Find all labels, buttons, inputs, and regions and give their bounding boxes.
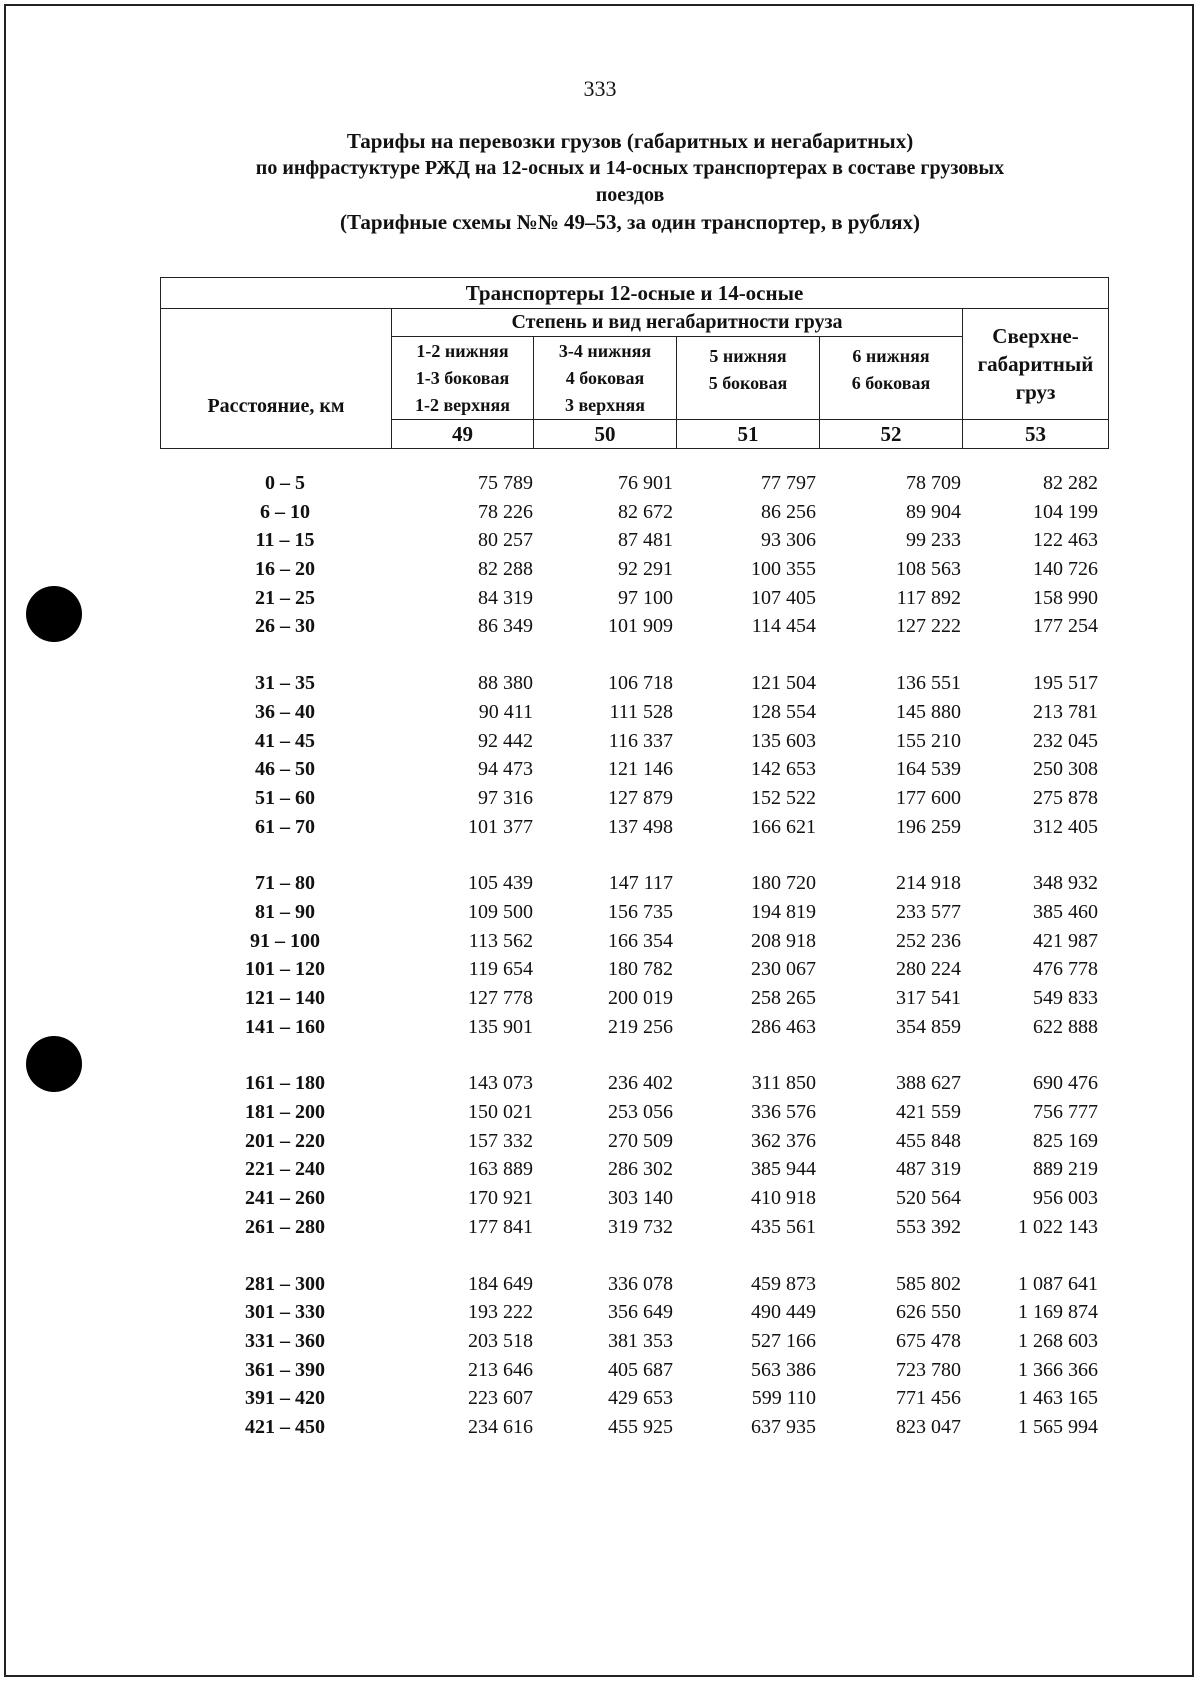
tariff-52-cell: 145 880: [896, 700, 961, 723]
tariff-49-cell: 105 439: [468, 872, 533, 895]
tariff-50-cell: 219 256: [608, 1015, 673, 1038]
tariff-53-cell: 549 833: [1033, 987, 1098, 1009]
distance-cell: 181 – 200: [245, 1101, 325, 1124]
header-line: 1-2 нижняя: [416, 340, 509, 361]
tariff-49-cell: 88 380: [478, 672, 533, 695]
tariff-53-cell: 312 405: [1033, 815, 1098, 838]
table-row: [0, 1158, 1200, 1187]
distance-cell: 51 – 60: [255, 786, 315, 809]
distance-cell: 31 – 35: [255, 672, 315, 695]
scheme-number: 49: [392, 420, 534, 449]
tariff-51-cell: 527 166: [751, 1329, 816, 1352]
row-group: [0, 1273, 1200, 1445]
tariff-53-cell: 140 726: [1033, 558, 1098, 581]
tariff-49-cell: 101 377: [468, 815, 533, 838]
tariff-49-cell: 170 921: [468, 1187, 533, 1210]
tariff-52-cell: 421 559: [896, 1101, 961, 1124]
header-line: габаритный: [977, 352, 1094, 376]
tariff-52-cell: 99 233: [906, 529, 961, 552]
tariff-53-cell: 250 308: [1033, 758, 1098, 781]
scheme-number: 53: [963, 420, 1109, 449]
tariff-52-cell: 553 392: [896, 1215, 961, 1238]
tariff-53-cell: 177 254: [1033, 615, 1098, 638]
tariff-53-cell: 1 366 366: [1018, 1358, 1098, 1381]
tariff-49-cell: 86 349: [478, 615, 533, 638]
tariff-51-cell: 93 306: [761, 529, 816, 552]
header-oversize-degree: Степень и вид негабаритности груза: [392, 309, 963, 337]
tariff-53-cell: 1 565 994: [1018, 1415, 1098, 1438]
tariff-53-cell: 122 463: [1033, 529, 1098, 552]
tariff-52-cell: 280 224: [896, 958, 961, 981]
table-row: [0, 615, 1200, 644]
table-row: [0, 930, 1200, 959]
header-line: 5 боковая: [708, 373, 788, 393]
table-row: [0, 730, 1200, 759]
row-group: [0, 872, 1200, 1044]
tariff-53-cell: 232 045: [1033, 729, 1098, 752]
tariff-49-cell: 97 316: [478, 786, 533, 809]
distance-cell: 6 – 10: [260, 500, 310, 523]
table-row: [0, 958, 1200, 987]
tariff-50-cell: 87 481: [618, 529, 673, 552]
row-group: [0, 672, 1200, 844]
distance-cell: 81 – 90: [255, 900, 315, 923]
table-row: [0, 1187, 1200, 1216]
tariff-50-cell: 116 337: [608, 729, 673, 752]
tariff-51-cell: 385 944: [751, 1158, 816, 1181]
header-col-49: [392, 337, 534, 420]
tariff-53-cell: 275 878: [1033, 786, 1098, 809]
tariff-52-cell: 626 550: [896, 1301, 961, 1324]
tariff-51-cell: 152 522: [751, 786, 816, 809]
distance-cell: 391 – 420: [245, 1387, 325, 1410]
tariff-51-cell: 107 405: [751, 586, 816, 609]
tariff-52-cell: 487 319: [896, 1158, 961, 1181]
tariff-50-cell: 253 056: [608, 1101, 673, 1124]
tariff-51-cell: 194 819: [751, 900, 816, 923]
tariff-51-cell: 459 873: [751, 1272, 816, 1295]
tariff-49-cell: 82 288: [478, 558, 533, 581]
header-line: 1-3 боковая: [415, 367, 510, 388]
tariff-49-cell: 94 473: [478, 758, 533, 781]
table-row: [0, 1072, 1200, 1101]
tariff-49-cell: 90 411: [478, 700, 533, 723]
table-row: [0, 501, 1200, 530]
tariff-49-cell: 177 841: [468, 1215, 533, 1238]
tariff-51-cell: 563 386: [751, 1358, 816, 1381]
distance-cell: 0 – 5: [265, 472, 305, 494]
tariff-50-cell: 405 687: [608, 1358, 673, 1381]
tariff-52-cell: 585 802: [896, 1272, 961, 1295]
tariff-51-cell: 180 720: [751, 872, 816, 895]
tariff-53-cell: 1 268 603: [1018, 1329, 1098, 1352]
table-row: [0, 816, 1200, 845]
header-line: груз: [1015, 380, 1056, 404]
tariff-51-cell: 410 918: [751, 1187, 816, 1210]
tariff-50-cell: 82 672: [618, 500, 673, 523]
header-col-51: [677, 337, 820, 420]
tariff-52-cell: 520 564: [896, 1187, 961, 1210]
tariff-49-cell: 84 319: [478, 586, 533, 609]
table-row: [0, 1130, 1200, 1159]
tariff-53-cell: 690 476: [1033, 1072, 1098, 1095]
document-title: [150, 128, 1110, 236]
tariff-53-cell: 1 022 143: [1018, 1215, 1098, 1238]
tariff-50-cell: 106 718: [608, 672, 673, 695]
distance-cell: 101 – 120: [245, 958, 325, 981]
table-row: [0, 758, 1200, 787]
tariff-49-cell: 150 021: [468, 1101, 533, 1124]
table-row: [0, 1301, 1200, 1330]
tariff-51-cell: 286 463: [751, 1015, 816, 1038]
table-row: [0, 672, 1200, 701]
distance-cell: 331 – 360: [245, 1329, 325, 1352]
table-row: [0, 787, 1200, 816]
tariff-50-cell: 97 100: [618, 586, 673, 609]
tariff-53-cell: 622 888: [1033, 1015, 1098, 1038]
distance-cell: 201 – 220: [245, 1129, 325, 1152]
tariff-50-cell: 121 146: [608, 758, 673, 781]
tariff-51-cell: 208 918: [751, 929, 816, 952]
distance-cell: 361 – 390: [245, 1358, 325, 1381]
tariff-53-cell: 385 460: [1033, 900, 1098, 923]
table-row: [0, 1016, 1200, 1045]
tariff-52-cell: 89 904: [906, 500, 961, 523]
tariff-51-cell: 311 850: [751, 1072, 816, 1095]
tariff-51-cell: 86 256: [761, 500, 816, 523]
table-row: [0, 901, 1200, 930]
tariff-51-cell: 336 576: [751, 1101, 816, 1124]
tariff-51-cell: 362 376: [751, 1129, 816, 1152]
table-row: [0, 587, 1200, 616]
tariff-52-cell: 354 859: [896, 1015, 961, 1038]
tariff-49-cell: 80 257: [478, 529, 533, 552]
tariff-50-cell: 236 402: [608, 1072, 673, 1095]
title-line: поездов: [595, 184, 665, 206]
table-header: [160, 277, 1109, 449]
tariff-49-cell: 78 226: [478, 500, 533, 523]
header-line: Сверхне-: [992, 324, 1079, 348]
distance-cell: 241 – 260: [245, 1187, 325, 1210]
distance-cell: 301 – 330: [245, 1301, 325, 1324]
table-row: [0, 472, 1200, 501]
tariff-49-cell: 203 518: [468, 1329, 533, 1352]
tariff-49-cell: 184 649: [468, 1272, 533, 1295]
tariff-52-cell: 823 047: [896, 1415, 961, 1438]
tariff-49-cell: 135 901: [468, 1015, 533, 1038]
tariff-49-cell: 75 789: [478, 472, 533, 494]
table-row: [0, 529, 1200, 558]
distance-cell: 281 – 300: [245, 1272, 325, 1295]
tariff-50-cell: 336 078: [608, 1272, 673, 1295]
scheme-number: 51: [677, 420, 820, 449]
tariff-50-cell: 127 879: [608, 786, 673, 809]
header-line: 6 боковая: [851, 373, 931, 393]
header-distance: Расстояние, км: [161, 309, 392, 449]
tariff-52-cell: 164 539: [896, 758, 961, 781]
tariff-50-cell: 200 019: [608, 987, 673, 1009]
tariff-53-cell: 825 169: [1033, 1129, 1098, 1152]
distance-cell: 11 – 15: [255, 529, 315, 552]
header-line: 4 боковая: [565, 367, 645, 388]
tariff-52-cell: 117 892: [896, 586, 961, 609]
tariff-53-cell: 195 517: [1033, 672, 1098, 695]
header-line: 5 нижняя: [709, 346, 787, 366]
tariff-51-cell: 637 935: [751, 1415, 816, 1438]
tariff-53-cell: 756 777: [1033, 1101, 1098, 1124]
distance-cell: 121 – 140: [245, 987, 325, 1009]
tariff-50-cell: 356 649: [608, 1301, 673, 1324]
row-group: [0, 472, 1200, 644]
tariff-49-cell: 109 500: [468, 900, 533, 923]
tariff-53-cell: 104 199: [1033, 500, 1098, 523]
tariff-50-cell: 455 925: [608, 1415, 673, 1438]
tariff-51-cell: 490 449: [751, 1301, 816, 1324]
tariff-53-cell: 1 463 165: [1018, 1387, 1098, 1410]
table-row: [0, 872, 1200, 901]
tariff-52-cell: 78 709: [906, 472, 961, 494]
distance-cell: 221 – 240: [245, 1158, 325, 1181]
distance-cell: 71 – 80: [255, 872, 315, 895]
tariff-51-cell: 114 454: [751, 615, 816, 638]
tariff-53-cell: 1 087 641: [1018, 1272, 1098, 1295]
header-col-53: [963, 309, 1109, 420]
tariff-53-cell: 158 990: [1033, 586, 1098, 609]
tariff-50-cell: 92 291: [618, 558, 673, 581]
header-line: 6 нижняя: [852, 346, 930, 366]
distance-cell: 161 – 180: [245, 1072, 325, 1095]
tariff-50-cell: 147 117: [608, 872, 673, 895]
tariff-50-cell: 166 354: [608, 929, 673, 952]
tariff-50-cell: 429 653: [608, 1387, 673, 1410]
tariff-51-cell: 599 110: [751, 1387, 816, 1410]
tariff-52-cell: 317 541: [896, 987, 961, 1009]
tariff-51-cell: 100 355: [751, 558, 816, 581]
distance-cell: 26 – 30: [255, 615, 315, 638]
tariff-52-cell: 455 848: [896, 1129, 961, 1152]
tariff-52-cell: 127 222: [896, 615, 961, 638]
header-col-52: [820, 337, 963, 420]
scheme-number: 52: [820, 420, 963, 449]
tariff-52-cell: 771 456: [896, 1387, 961, 1410]
scheme-number: 50: [534, 420, 677, 449]
tariff-51-cell: 435 561: [751, 1215, 816, 1238]
table-row: [0, 1359, 1200, 1388]
tariff-52-cell: 388 627: [896, 1072, 961, 1095]
tariff-49-cell: 113 562: [468, 929, 533, 952]
tariff-50-cell: 137 498: [608, 815, 673, 838]
tariff-49-cell: 163 889: [468, 1158, 533, 1181]
distance-cell: 21 – 25: [255, 586, 315, 609]
table-row: [0, 558, 1200, 587]
distance-cell: 16 – 20: [255, 558, 315, 581]
tariff-53-cell: 956 003: [1033, 1187, 1098, 1210]
tariff-52-cell: 136 551: [896, 672, 961, 695]
table-row: [0, 1387, 1200, 1416]
tariff-53-cell: 889 219: [1033, 1158, 1098, 1181]
header-line: 1-2 верхняя: [414, 394, 511, 415]
tariff-50-cell: 180 782: [608, 958, 673, 981]
tariff-50-cell: 76 901: [618, 472, 673, 494]
title-line: (Тарифные схемы №№ 49–53, за один транспортер, в рублях): [339, 210, 921, 234]
tariff-52-cell: 723 780: [896, 1358, 961, 1381]
tariff-50-cell: 101 909: [608, 615, 673, 638]
tariff-52-cell: 233 577: [896, 900, 961, 923]
tariff-49-cell: 143 073: [468, 1072, 533, 1095]
table-row: [0, 1216, 1200, 1245]
title-line: по инфрастуктуре РЖД на 12-осных и 14-осных транспортерах в составе грузовых: [255, 157, 1005, 179]
title-line: Тарифы на перевозки грузов (габаритных и негабаритных): [346, 129, 914, 153]
header-col-50: [534, 337, 677, 420]
tariff-50-cell: 319 732: [608, 1215, 673, 1238]
tariff-49-cell: 92 442: [478, 729, 533, 752]
tariff-50-cell: 286 302: [608, 1158, 673, 1181]
tariff-49-cell: 119 654: [468, 958, 533, 981]
tariff-53-cell: 348 932: [1033, 872, 1098, 895]
tariff-table-body: [0, 472, 1200, 1473]
tariff-50-cell: 303 140: [608, 1187, 673, 1210]
row-group: [0, 1072, 1200, 1244]
table-row: [0, 1101, 1200, 1130]
tariff-52-cell: 214 918: [896, 872, 961, 895]
distance-cell: 46 – 50: [255, 758, 315, 781]
table-row: [0, 1273, 1200, 1302]
tariff-49-cell: 127 778: [468, 987, 533, 1009]
table-row: [0, 1330, 1200, 1359]
tariff-53-cell: 421 987: [1033, 929, 1098, 952]
distance-cell: 261 – 280: [245, 1215, 325, 1238]
distance-cell: 41 – 45: [255, 729, 315, 752]
header-transporters: Транспортеры 12-осные и 14-осные: [161, 278, 1109, 309]
tariff-52-cell: 108 563: [896, 558, 961, 581]
tariff-51-cell: 77 797: [761, 472, 816, 494]
tariff-49-cell: 193 222: [468, 1301, 533, 1324]
distance-cell: 141 – 160: [245, 1015, 325, 1038]
page-number: 333: [583, 76, 617, 101]
tariff-51-cell: 135 603: [751, 729, 816, 752]
tariff-50-cell: 381 353: [608, 1329, 673, 1352]
tariff-51-cell: 121 504: [751, 672, 816, 695]
tariff-49-cell: 234 616: [468, 1415, 533, 1438]
tariff-52-cell: 177 600: [896, 786, 961, 809]
tariff-49-cell: 213 646: [468, 1358, 533, 1381]
tariff-53-cell: 213 781: [1033, 700, 1098, 723]
tariff-51-cell: 258 265: [751, 987, 816, 1009]
tariff-50-cell: 270 509: [608, 1129, 673, 1152]
header-line: 3-4 нижняя: [558, 340, 652, 361]
tariff-53-cell: 476 778: [1033, 958, 1098, 981]
tariff-49-cell: 157 332: [468, 1129, 533, 1152]
header-line: 3 верхняя: [564, 394, 646, 415]
tariff-52-cell: 155 210: [896, 729, 961, 752]
tariff-52-cell: 675 478: [896, 1329, 961, 1352]
distance-cell: 36 – 40: [255, 700, 315, 723]
table-row: [0, 987, 1200, 1016]
distance-cell: 421 – 450: [245, 1415, 325, 1438]
tariff-52-cell: 252 236: [896, 929, 961, 952]
tariff-51-cell: 230 067: [751, 958, 816, 981]
tariff-53-cell: 1 169 874: [1018, 1301, 1098, 1324]
tariff-51-cell: 128 554: [751, 700, 816, 723]
tariff-51-cell: 166 621: [751, 815, 816, 838]
table-row: [0, 701, 1200, 730]
tariff-52-cell: 196 259: [896, 815, 961, 838]
tariff-50-cell: 156 735: [608, 900, 673, 923]
tariff-50-cell: 111 528: [609, 700, 673, 723]
tariff-53-cell: 82 282: [1043, 472, 1098, 494]
table-row: [0, 1416, 1200, 1445]
tariff-51-cell: 142 653: [751, 758, 816, 781]
distance-cell: 91 – 100: [250, 929, 320, 952]
tariff-49-cell: 223 607: [468, 1387, 533, 1410]
distance-cell: 61 – 70: [255, 815, 315, 838]
